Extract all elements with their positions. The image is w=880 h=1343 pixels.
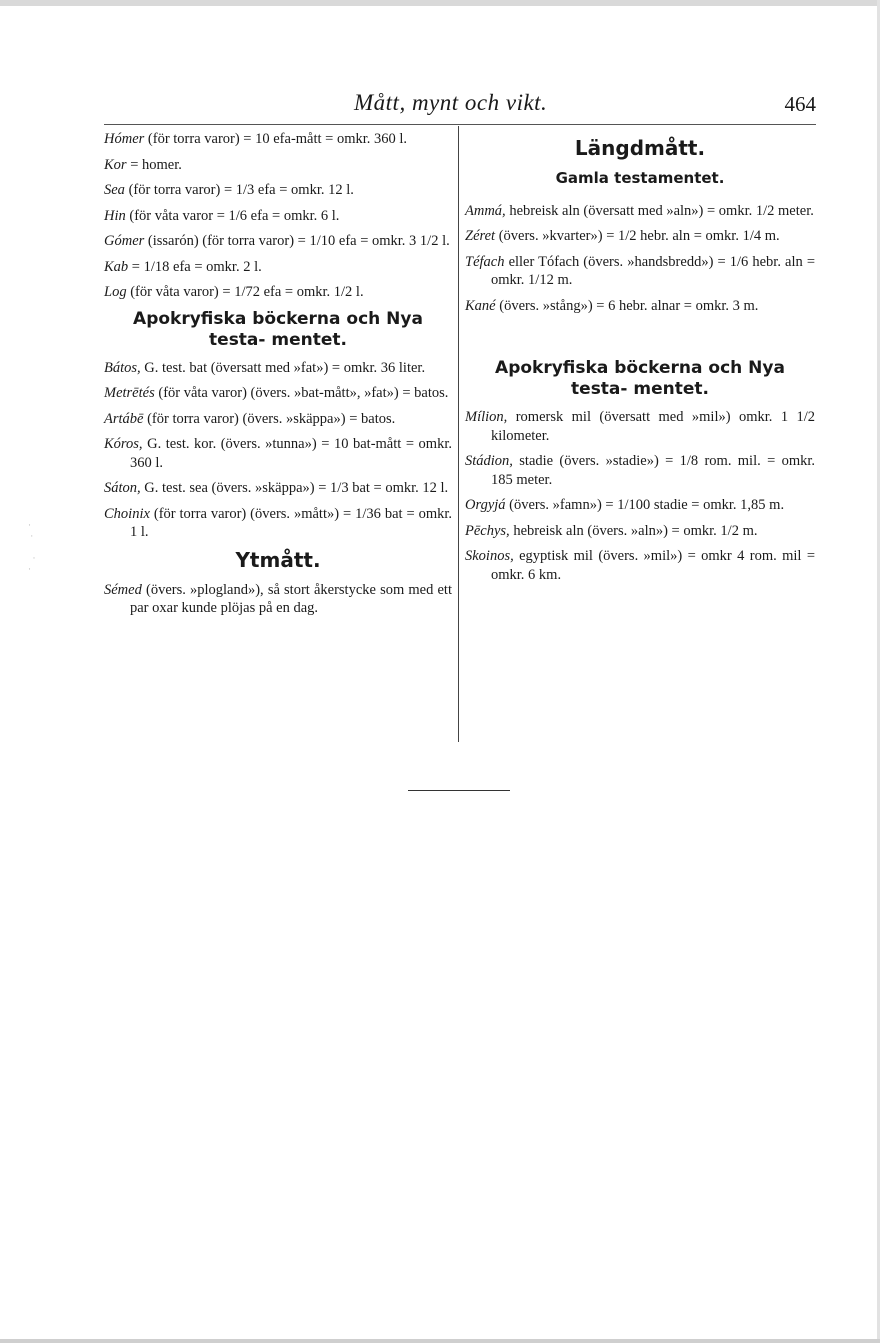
end-rule — [408, 790, 510, 791]
entry-kab: Kab = 1/18 efa = omkr. 2 l. — [104, 258, 262, 275]
entry-amma: Ammá, hebreisk aln (översatt med »aln») = omkr. 1/2 meter. — [465, 202, 814, 219]
entry-batos: Bátos, G. test. bat (översatt med »fat») = omkr. 36 liter. — [104, 359, 426, 376]
entry-semed: Sémed (övers. »plogland»), så stort åkerstycke som med ett par oxar kunde plöjas på en dag. — [104, 581, 452, 616]
entry-kane: Kané (övers. »stång») = 6 hebr. alnar = omkr. 3 m. — [465, 297, 759, 314]
entry-skoinos: Skoinos, egyptisk mil (övers. »mil») = omkr 4 rom. mil = omkr. 6 km. — [465, 548, 815, 583]
section-heading-apokryfiska-left: Apokryfiska böckerna och Nya testa- mentet. — [133, 308, 423, 350]
entry-metretes: Metrētés (för våta varor) (övers. »bat-mått», »fat») = batos. — [104, 385, 449, 401]
entry-milion: Mílion, romersk mil (översatt med »mil») omkr. 1 1/2 kilometer. — [465, 409, 816, 444]
left-column — [104, 130, 452, 625]
right-column — [465, 130, 815, 591]
entry-tefach: Téfach eller Tófach (övers. »handsbredd») = 1/6 hebr. aln = omkr. 1/12 m. — [465, 253, 816, 288]
column-divider — [458, 126, 459, 742]
entry-choinix: Choinix (för torra varor) (övers. »mått») = 1/36 bat = omkr. 1 l. — [104, 505, 452, 540]
section-heading-ytmatt: Ytmått. — [235, 547, 321, 572]
entry-hin: Hin (för våta varor = 1/6 efa = omkr. 6 l. — [104, 207, 340, 224]
entry-gomer: Gómer (issarón) (för torra varor) = 1/10 efa = omkr. 3 1/2 l. — [104, 233, 450, 249]
entry-kor: Kor = homer. — [104, 156, 182, 173]
entry-zeret: Zéret (övers. »kvarter») = 1/2 hebr. aln = omkr. 1/4 m. — [465, 228, 780, 244]
entry-koros: Kóros, G. test. kor. (övers. »tunna») = 10 bat-mått = omkr. 360 l. — [104, 436, 452, 471]
page-top-edge — [0, 0, 880, 6]
entry-orgyja: Orgyjá (övers. »famn») = 1/100 stadie = omkr. 1,85 m. — [465, 497, 785, 513]
section-heading-langdmatt: Längdmått. — [574, 136, 706, 160]
running-title: Mått, mynt och vikt. — [354, 90, 548, 115]
entry-stadion: Stádion, stadie (övers. »stadie») = 1/8 rom. mil. = omkr. 185 meter. — [465, 453, 816, 488]
entry-artabe: Artábē (för torra varor) (övers. »skäppa») = batos. — [104, 410, 396, 427]
page-number: 464 — [784, 92, 816, 116]
subheading-gamla-testamentet: Gamla testamentet. — [555, 169, 725, 187]
entry-log: Log (för våta varor) = 1/72 efa = omkr. 1/2 l. — [104, 284, 364, 300]
page-header — [104, 90, 816, 122]
entry-homer: Hómer (för torra varor) = 10 efa-mått = omkr. 360 l. — [104, 131, 408, 147]
entry-saton: Sáton, G. test. sea (övers. »skäppa») = 1/3 bat = omkr. 12 l. — [104, 480, 449, 496]
entry-sea: Sea (för torra varor) = 1/3 efa = omkr. 12 l. — [104, 182, 354, 198]
column-gap — [465, 322, 815, 352]
header-rule — [104, 124, 816, 125]
entry-pechys: Pēchys, hebreisk aln (övers. »aln») = omkr. 1/2 m. — [465, 522, 758, 539]
page-bottom-edge — [0, 1339, 880, 1343]
paper-specks: · · · · — [28, 520, 36, 574]
section-heading-apokryfiska-right: Apokryfiska böckerna och Nya testa- mentet. — [495, 358, 785, 399]
